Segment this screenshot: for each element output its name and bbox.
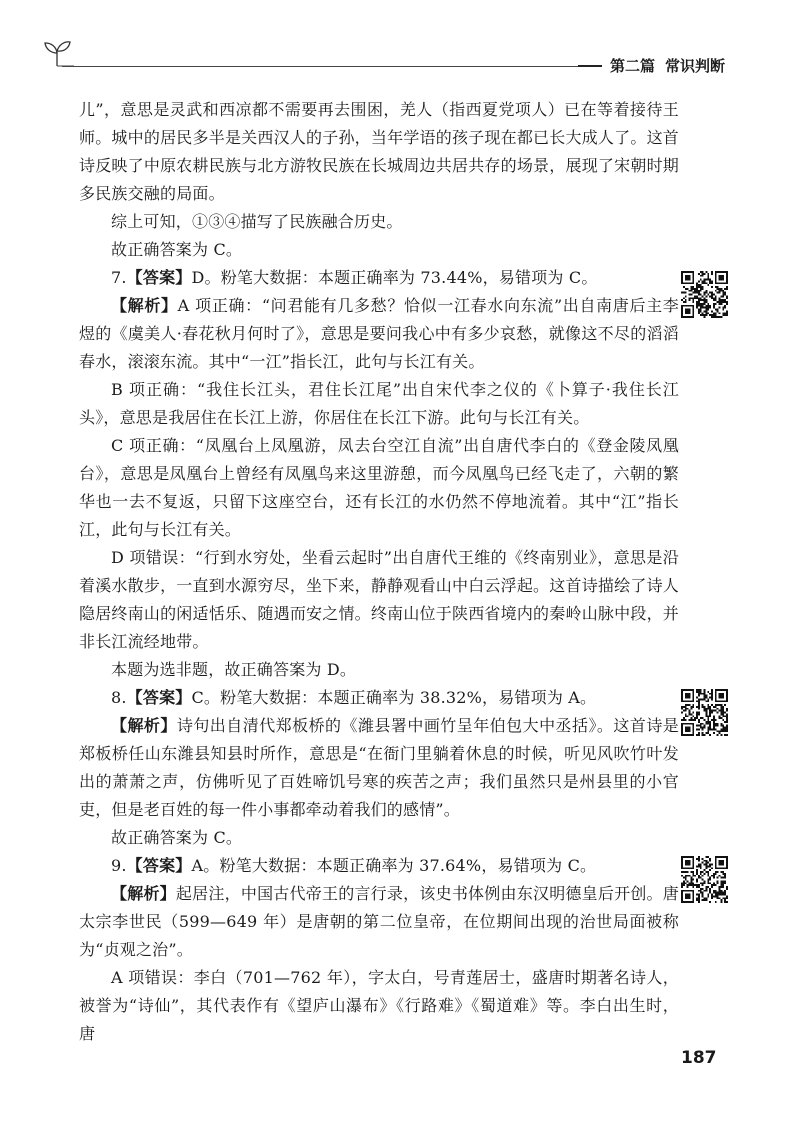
answer-text: C。粉笔大数据：本题正确率为 38.32%，易错项为 A。 [191, 688, 597, 707]
analysis-paragraph [79, 880, 679, 964]
paragraph-text: B 项正确：“我住长江头，君住长江尾”出自宋代李之仪的《卜算子·我住长江头》，意思是我居住在长江上游，你居住在长江下游。此句与长江有关。 [79, 380, 679, 427]
page-number: 187 [681, 1048, 717, 1068]
paragraph [79, 432, 679, 544]
analysis-text: 诗句出自清代郑板桥的《潍县署中画竹呈年伯包大中丞括》。这首诗是郑板桥任山东潍县知县时所作，意思是“在衙门里躺着休息的时候，听见风吹竹叶发出的萧萧之声，仿佛听见了百姓啼饥号寒的疾苦之声；我们虽然只是州县里的小官吏，但是老百姓的每一件小事都牵动着我们的感情”。 [79, 716, 679, 819]
answer-conclusion [79, 236, 679, 264]
answer-label: 【答案】 [126, 856, 192, 875]
answer-conclusion [79, 824, 679, 852]
answer-label: 【答案】 [126, 688, 192, 707]
sprout-icon [40, 38, 74, 68]
analysis-paragraph [79, 712, 679, 824]
qr-code-icon [681, 271, 728, 318]
paragraph-text: C 项正确：“凤凰台上凤凰游，凤去台空江自流”出自唐代李白的《登金陵凤凰台》，意思是凤凰台上曾经有凤凰鸟来这里游憩，而今凤凰鸟已经飞走了，六朝的繁华也一去不复返，只留下这座空台，还有长江的水仍然不停地流着。其中“江”指长江，此句与长江有关。 [79, 436, 679, 539]
answer-label: 【答案】 [126, 268, 192, 287]
paragraph-text: 故正确答案为 C。 [111, 828, 243, 847]
paragraph-text: 儿”，意思是灵武和西凉都不需要再去围困，羌人（指西夏党项人）已在等着接待王师。城中的居民多半是关西汉人的子孙，当年学语的孩子现在都已长大成人了。这首诗反映了中原农耕民族与北方游牧民族在长城周边共居共存的场景，展现了宋朝时期多民族交融的局面。 [79, 100, 679, 203]
paragraph-text: 本题为选非题，故正确答案为 D。 [111, 660, 357, 679]
analysis-text: 起居注，中国古代帝王的言行录，该史书体例由东汉明德皇后开创。唐太宗李世民（599—649 年）是唐朝的第二位皇帝，在位期间出现的治世局面被称为“贞观之治”。 [79, 884, 679, 959]
paragraph-text: 综上可知，①③④描写了民族融合历史。 [111, 212, 403, 231]
analysis-label: 【解析】 [111, 716, 177, 735]
answer-line [79, 852, 679, 880]
answer-line [79, 264, 679, 292]
analysis-text: A 项正确：“问君能有几多愁？恰似一江春水向东流”出自南唐后主李煜的《虞美人·春花秋月何时了》，意思是要问我心中有多少哀愁，就像这不尽的滔滔春水，滚滚东流。其中“一江”指长江，此句与长江有关。 [79, 296, 679, 371]
text-column [79, 96, 679, 1048]
answer-conclusion [79, 656, 679, 684]
paragraph [79, 208, 679, 236]
question-number: 7. [111, 268, 127, 287]
paragraph [79, 964, 679, 1048]
header-rule [62, 66, 602, 67]
answer-text: A。粉笔大数据：本题正确率为 37.64%，易错项为 C。 [191, 856, 597, 875]
paragraph-text: 故正确答案为 C。 [111, 240, 243, 259]
paragraph [79, 544, 679, 656]
chapter-title: 常识判断 [665, 57, 726, 75]
paragraph [79, 96, 679, 208]
paragraph [79, 376, 679, 432]
question-number: 9. [111, 856, 127, 875]
qr-code-icon [681, 856, 728, 903]
paragraph-text: D 项错误：“行到水穷处，坐看云起时”出自唐代王维的《终南别业》，意思是沿着溪水散步，一直到水源穷尽，坐下来，静静观看山中白云浮起。这首诗描绘了诗人隐居终南山的闲适恬乐、随遇而安之情。终南山位于陕西省境内的秦岭山脉中段，并非长江流经地带。 [79, 548, 679, 651]
answer-text: D。粉笔大数据：本题正确率为 73.44%，易错项为 C。 [191, 268, 598, 287]
answer-line [79, 684, 679, 712]
paragraph-text: A 项错误：李白（701—762 年），字太白，号青莲居士，盛唐时期著名诗人，被誉为“诗仙”，其代表作有《望庐山瀑布》《行路难》《蜀道难》等。李白出生时，唐 [79, 968, 679, 1043]
analysis-label: 【解析】 [111, 884, 176, 903]
qr-code-icon [681, 689, 728, 736]
analysis-paragraph [79, 292, 679, 376]
question-number: 8. [111, 688, 127, 707]
section-name: 第二篇 [610, 57, 656, 75]
running-header [610, 56, 725, 76]
analysis-label: 【解析】 [111, 296, 178, 315]
header-dash [578, 65, 602, 67]
